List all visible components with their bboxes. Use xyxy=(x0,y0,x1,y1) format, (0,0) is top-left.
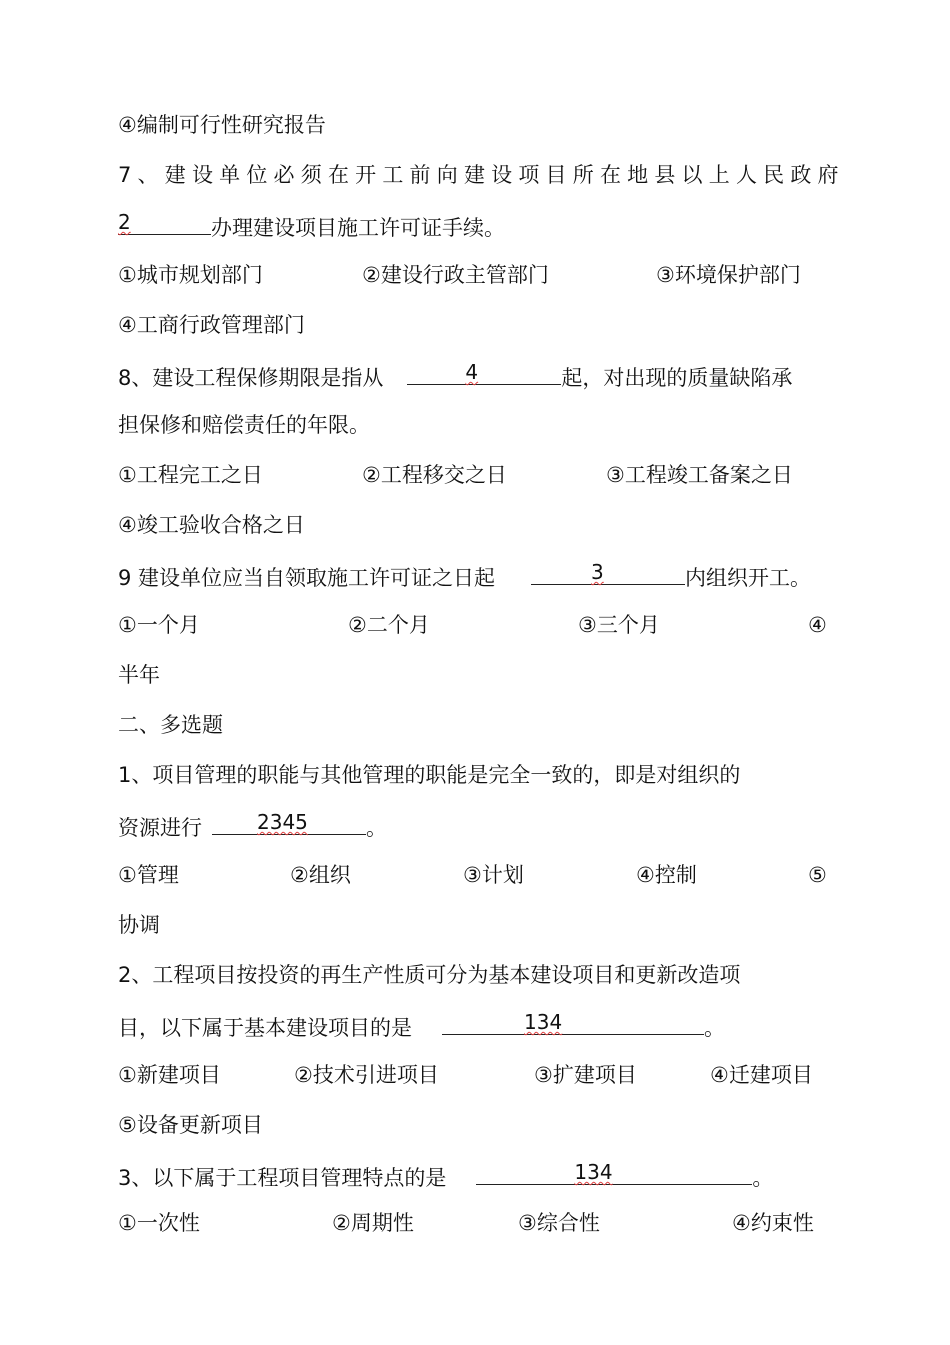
q7-stem-line1: 7、建设单位必须在开工前向建设项目所在地县以上人民政府 xyxy=(118,163,845,187)
q9-answer-blank xyxy=(531,560,685,585)
q8-option-3: ③工程竣工备案之日 xyxy=(606,463,793,487)
m2-stem-prefix: 目，以下属于基本建设项目的是 xyxy=(118,1016,412,1040)
m1-option-3: ③计划 xyxy=(463,863,524,887)
q7-answer-blank xyxy=(118,210,211,235)
q8-stem-prefix: 8、建设工程保修期限是指从 xyxy=(118,366,384,390)
m1-option-5-cont: 协调 xyxy=(118,913,160,937)
m3-answer-blank xyxy=(476,1160,752,1185)
m2-option-3: ③扩建项目 xyxy=(534,1063,637,1087)
m1-option-4: ④控制 xyxy=(636,863,697,887)
m2-option-5: ⑤设备更新项目 xyxy=(118,1113,263,1137)
q7-option-4: ④工商行政管理部门 xyxy=(118,313,305,337)
m2-option-2: ②技术引进项目 xyxy=(294,1063,439,1087)
q8-stem-line2: 担保修和赔偿责任的年限。 xyxy=(118,413,370,437)
q7-option-1: ①城市规划部门 xyxy=(118,263,263,287)
section-title-multiple-choice: 二、多选题 xyxy=(118,713,223,737)
m2-stem-line2 xyxy=(118,1010,725,1043)
m2-stem-suffix: 。 xyxy=(704,1016,725,1040)
q9-option-1: ①一个月 xyxy=(118,613,200,637)
m1-stem-suffix: 。 xyxy=(366,816,387,840)
m3-answer: 134 xyxy=(574,1160,613,1184)
m1-answer: 2345 xyxy=(257,810,308,834)
m2-option-4: ④迁建项目 xyxy=(710,1063,813,1087)
q8-stem-line1 xyxy=(118,360,792,393)
q9-option-4: ④ xyxy=(808,613,827,637)
q7-option-2: ②建设行政主管部门 xyxy=(362,263,549,287)
q9-option-2: ②二个月 xyxy=(348,613,430,637)
q8-option-2: ②工程移交之日 xyxy=(362,463,507,487)
m2-stem-line1: 2、工程项目按投资的再生产性质可分为基本建设项目和更新改造项 xyxy=(118,963,741,987)
m1-stem-line2 xyxy=(118,810,387,843)
m3-stem-prefix: 3、以下属于工程项目管理特点的是 xyxy=(118,1166,447,1190)
q8-option-4: ④竣工验收合格之日 xyxy=(118,513,305,537)
m1-option-5: ⑤ xyxy=(808,863,827,887)
q7-answer: 2 xyxy=(118,210,131,234)
q6-option-4: ④编制可行性研究报告 xyxy=(118,113,326,137)
m1-answer-blank xyxy=(212,810,366,835)
m1-stem-line1: 1、项目管理的职能与其他管理的职能是完全一致的，即是对组织的 xyxy=(118,763,741,787)
q9-option-3: ③三个月 xyxy=(578,613,660,637)
q9-stem-prefix: 9 建设单位应当自领取施工许可证之日起 xyxy=(118,566,496,590)
m3-option-4: ④约束性 xyxy=(732,1211,814,1235)
m3-option-3: ③综合性 xyxy=(518,1211,600,1235)
q8-answer-blank xyxy=(407,360,561,385)
q9-answer: 3 xyxy=(591,560,604,584)
m1-option-2: ②组织 xyxy=(290,863,351,887)
m3-option-2: ②周期性 xyxy=(332,1211,414,1235)
m2-answer-blank xyxy=(442,1010,704,1035)
q7-option-3: ③环境保护部门 xyxy=(656,263,801,287)
m3-stem-suffix: 。 xyxy=(752,1166,774,1190)
m1-option-1: ①管理 xyxy=(118,863,179,887)
m2-option-1: ①新建项目 xyxy=(118,1063,221,1087)
q7-stem-line2 xyxy=(118,210,505,243)
q9-stem-suffix: 内组织开工。 xyxy=(685,566,812,590)
q8-option-1: ①工程完工之日 xyxy=(118,463,263,487)
q8-answer: 4 xyxy=(465,360,479,384)
q9-stem-line1 xyxy=(118,560,811,593)
q9-option-4-cont: 半年 xyxy=(118,663,160,687)
q8-stem-suffix: 起，对出现的质量缺陷承 xyxy=(561,366,793,390)
q7-stem-rest: 办理建设项目施工许可证手续。 xyxy=(211,216,505,240)
m3-stem-line1 xyxy=(118,1160,773,1193)
m2-answer: 134 xyxy=(524,1010,563,1034)
m1-stem-prefix: 资源进行 xyxy=(118,816,202,840)
m3-option-1: ①一次性 xyxy=(118,1211,200,1235)
